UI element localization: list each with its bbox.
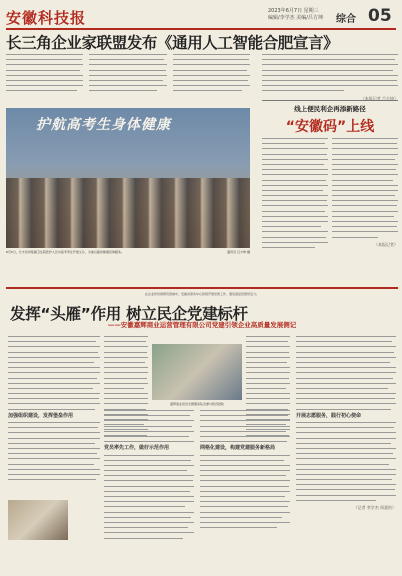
caption-text: 6月5日，长丰县岗集镇卫生院医护人员为高考考生开展义诊，为他们提供健康咨询服务。: [6, 250, 124, 254]
story1-photo-caption: [6, 250, 250, 255]
story2-headline: “安徽码”上线: [285, 119, 375, 135]
section-name: 综合: [336, 14, 356, 25]
story3-photo-caption: 嘉辉商业党员志愿服务队员参与防汛抢险: [169, 402, 224, 406]
newspaper-logo: 安徽科技报: [6, 9, 87, 27]
story2-top-rule: [262, 100, 398, 101]
photo-credit: 通讯员 吕方坤 摄: [227, 250, 250, 254]
story2-signoff: （本报记者）: [374, 241, 398, 247]
date-line-2: 编辑/李学杰 美编/吕方坤: [268, 15, 323, 21]
story3-col-middle-lower: [104, 410, 290, 570]
story3-blurb: 在企业和党建研究领域中，安徽省商务中心积极开展党建工作，激发基层党组织活力。: [144, 292, 259, 296]
story1-headline: 长三角企业家联盟发布《通用人工智能合肥宣言》: [6, 34, 339, 52]
story3-small-photo: [8, 500, 68, 540]
story3-top-rule: [6, 287, 398, 289]
story2-kicker: 线上便民利企再添新路径: [294, 105, 366, 113]
date-line-1: 2023年6月7日 星期三: [268, 8, 319, 14]
issue-date: [268, 8, 323, 22]
masthead: [6, 6, 396, 30]
story3-headline: 发挥“头雁”作用 树立民企党建标杆: [10, 305, 248, 323]
story2-body-text: [262, 138, 398, 278]
photo-people: [6, 178, 250, 248]
story3-signoff: （记者 李学杰 周嘉怡）: [353, 505, 396, 511]
story3-section-head-3: 网格化建设，构建党建服务新格局: [200, 445, 276, 452]
story3-photo: [152, 344, 242, 400]
story1-body-text: [6, 54, 250, 104]
story3-subhead: ——安徽嘉辉商业运营管理有限公司党建引领企业高质量发展侧记: [107, 321, 297, 329]
page-number: 05: [368, 6, 392, 26]
story1-body-text-right: [262, 54, 398, 101]
story3-col-right: [296, 336, 396, 572]
story3-section-head-1: 加强组织建设，发挥堡垒作用: [8, 412, 74, 419]
story3-section-head-4: 开展志愿服务，践行初心使命: [296, 412, 362, 419]
story1-signoff: （本报记者 吕方坤）: [360, 95, 398, 101]
photo-banner-text: 护航高考生身体健康: [36, 117, 171, 133]
story3-section-head-2: 党员率先工作，做好示范作用: [104, 445, 170, 452]
story1-photo: [6, 108, 250, 248]
